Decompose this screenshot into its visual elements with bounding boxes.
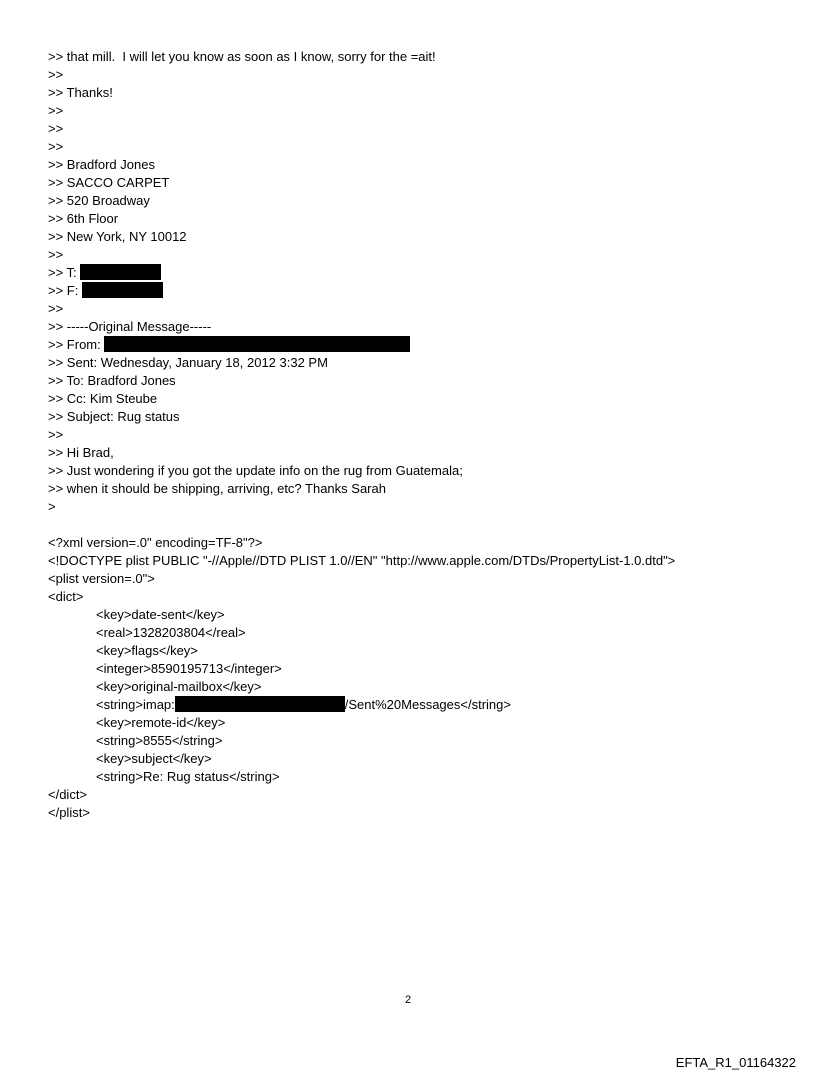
signature-floor: >> 6th Floor <box>48 211 119 226</box>
document-body <box>48 48 788 822</box>
signature-name: >> Bradford Jones <box>48 157 155 172</box>
plist-remote-id-value: <string>8555</string> <box>96 733 223 748</box>
imap-redaction <box>175 696 345 712</box>
imap-prefix: <string>imap: <box>96 697 175 712</box>
quoted-blank-line: >> <box>48 427 64 442</box>
bates-number: EFTA_R1_01164322 <box>675 1055 796 1070</box>
cc-line: >> Cc: Kim Steube <box>48 391 158 406</box>
signature-city: >> New York, NY 10012 <box>48 229 187 244</box>
plist-mailbox-string <box>48 696 788 714</box>
signature-fax-line <box>48 282 788 300</box>
signature-street: >> 520 Broadway <box>48 193 150 208</box>
xml-declaration: <?xml version=.0" encoding=TF-8"?> <box>48 535 263 550</box>
dict-close-tag: </dict> <box>48 787 88 802</box>
plist-key-remote-id: <key>remote-id</key> <box>96 715 226 730</box>
phone-label: >> T: <box>48 265 81 280</box>
plist-key-subject: <key>subject</key> <box>96 751 212 766</box>
plist-integer-value: <integer>8590195713</integer> <box>96 661 282 676</box>
from-line <box>48 336 788 354</box>
message-body-line: >> Just wondering if you got the update info on the rug from Guatemala; <box>48 463 463 478</box>
quoted-thanks: >> Thanks! <box>48 85 113 100</box>
quoted-blank-line: >> <box>48 103 64 118</box>
quote-end-line: > <box>48 499 56 514</box>
quoted-blank-line: >> <box>48 139 64 154</box>
plist-key-original-mailbox: <key>original-mailbox</key> <box>96 679 262 694</box>
plist-key-flags: <key>flags</key> <box>96 643 198 658</box>
phone-redaction <box>80 264 161 280</box>
plist-doctype: <!DOCTYPE plist PUBLIC "-//Apple//DTD PLIST 1.0//EN" "http://www.apple.com/DTDs/PropertyList-1.0.dtd"> <box>48 553 676 568</box>
message-body-line: >> when it should be shipping, arriving, etc? Thanks Sarah <box>48 481 386 496</box>
plist-subject-value: <string>Re: Rug status</string> <box>96 769 280 784</box>
from-label: >> From: <box>48 337 105 352</box>
fax-redaction <box>82 282 163 298</box>
greeting-line: >> Hi Brad, <box>48 445 114 460</box>
sent-line: >> Sent: Wednesday, January 18, 2012 3:32 PM <box>48 355 328 370</box>
page-number: 2 <box>404 994 412 1006</box>
plist-real-value: <real>1328203804</real> <box>96 625 246 640</box>
imap-suffix: /Sent%20Messages</string> <box>344 697 511 712</box>
spacer <box>48 516 788 534</box>
fax-label: >> F: <box>48 283 82 298</box>
subject-line: >> Subject: Rug status <box>48 409 180 424</box>
quoted-blank-line: >> <box>48 121 64 136</box>
plist-open-tag: <plist version=.0"> <box>48 571 155 586</box>
quoted-blank-line: >> <box>48 301 64 316</box>
quoted-blank-line: >> <box>48 67 64 82</box>
quoted-line: >> that mill. I will let you know as soon as I know, sorry for the =ait! <box>48 49 436 64</box>
dict-open-tag: <dict> <box>48 589 84 604</box>
plist-key-date-sent: <key>date-sent</key> <box>96 607 225 622</box>
original-message-header: >> -----Original Message----- <box>48 319 212 334</box>
plist-close-tag: </plist> <box>48 805 90 820</box>
signature-company: >> SACCO CARPET <box>48 175 170 190</box>
signature-phone-line <box>48 264 788 282</box>
from-redaction <box>104 336 410 352</box>
to-line: >> To: Bradford Jones <box>48 373 176 388</box>
quoted-blank-line: >> <box>48 247 64 262</box>
